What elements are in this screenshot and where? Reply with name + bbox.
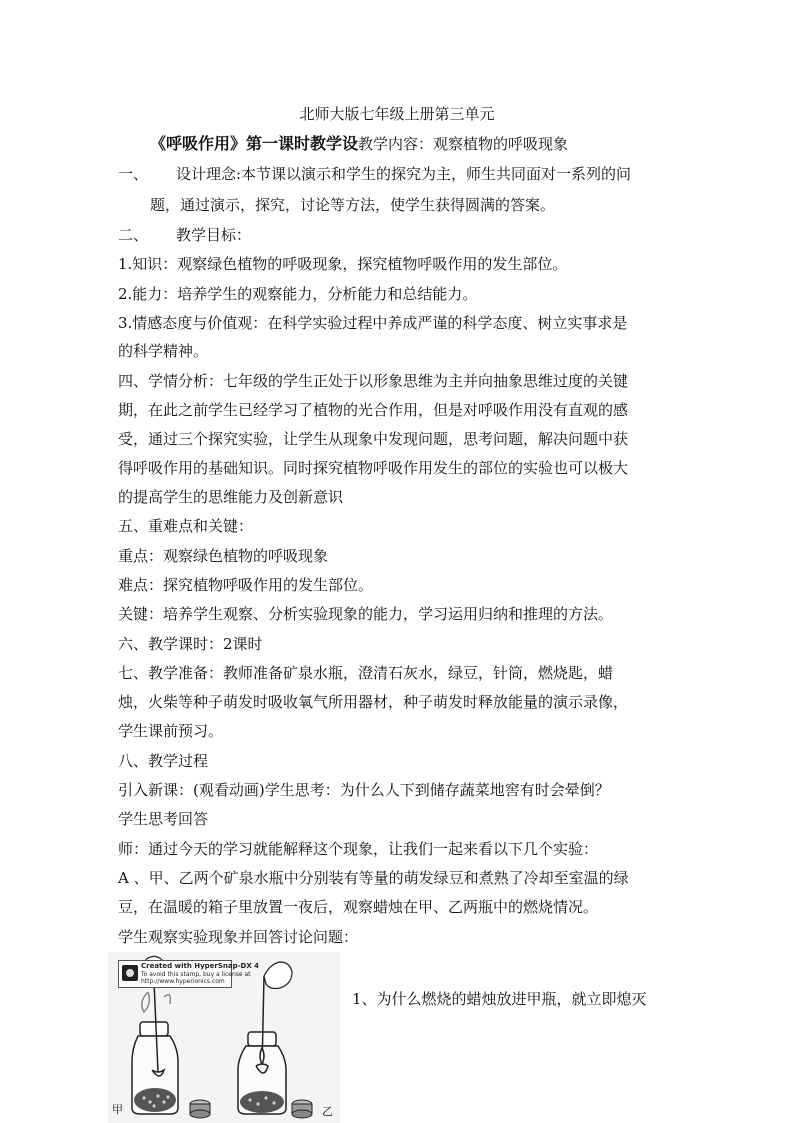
title-rest: 教学内容：观察植物的呼吸现象	[358, 135, 569, 153]
stamp-line-1: Created with HyperSnap-DX 4	[141, 962, 260, 970]
section-1-text: 设计理念:本节课以演示和学生的探究为主，师生共同面对一系列的问	[176, 165, 632, 183]
stamp-line-2: To avoid this stamp, buy a license at	[141, 971, 251, 978]
section-2-heading	[118, 225, 251, 245]
section-1-number: 一、	[118, 165, 149, 183]
section-7-line-2: 烛，火柴等种子萌发时吸收氧气所用器材，种子萌发时释放能量的演示录像，	[118, 693, 629, 711]
section-4-line-5: 的提高学生的思维能力及创新意识	[118, 488, 344, 506]
section-5-key-point: 重点：观察绿色植物的呼吸现象	[118, 547, 329, 565]
experiment-figure	[108, 952, 340, 1123]
stamp-line-3: http://www.hyperionics.com	[141, 978, 225, 985]
section-7-line-1: 七、教学准备：教师准备矿泉水瓶，澄清石灰水，绿豆，针筒，燃烧匙，蜡	[118, 664, 614, 682]
cork-right	[292, 1100, 312, 1118]
section-2-title: 教学目标：	[176, 226, 252, 244]
section-8-title: 八、教学过程	[118, 752, 209, 770]
teacher-text: 师：通过今天的学习就能解释这个现象，让我们一起来看以下几个实验：	[118, 840, 599, 858]
section-7-line-3: 学生课前预习。	[118, 722, 224, 740]
observe-text: 学生观察实验现象并回答讨论问题：	[118, 928, 359, 946]
question-1: 1、为什么燃烧的蜡烛放进甲瓶，就立即熄灭	[352, 990, 647, 1008]
section-5-difficult-point: 难点：探究植物呼吸作用的发生部位。	[118, 576, 374, 594]
document-subtitle: 北师大版七年级上册第三单元	[299, 105, 495, 123]
goal-attitude-line-1: 3.情感态度与价值观：在科学实验过程中养成严谨的科学态度、树立实事求是	[118, 314, 628, 332]
hypersnap-stamp	[118, 960, 260, 988]
goal-ability: 2.能力：培养学生的观察能力，分析能力和总结能力。	[118, 285, 478, 303]
section-4-line-3: 受，通过三个探究实验，让学生从现象中发现问题，思考问题，解决问题中获	[118, 430, 629, 448]
title-bold: 《呼吸作用》第一课时教学设	[150, 134, 359, 153]
section-5-crux: 关键：培养学生观察、分析实验现象的能力，学习运用归纳和推理的方法。	[118, 605, 614, 623]
experiment-a-line-2: 豆，在温暖的箱子里放置一夜后，观察蜡烛在甲、乙两瓶中的燃烧情况。	[118, 898, 599, 916]
intro-text: 引入新课：(观看动画)学生思考：为什么人下到储存蔬菜地窖有时会晕倒？	[118, 781, 610, 799]
section-4-line-2: 期，在此之前学生已经学习了植物的光合作用，但是对呼吸作用没有直观的感	[118, 401, 629, 419]
jar-left-label: 甲	[112, 1103, 123, 1116]
jar-right-label: 乙	[322, 1105, 333, 1118]
section-1-line-2: 题，通过演示，探究，讨论等方法，使学生获得圆满的答案。	[150, 196, 556, 214]
section-1-line-1	[118, 164, 631, 184]
students-answer: 学生思考回答	[118, 810, 209, 828]
goal-knowledge: 1.知识：观察绿色植物的呼吸现象，探究植物呼吸作用的发生部位。	[118, 255, 568, 273]
document-title	[150, 134, 568, 154]
camera-icon	[122, 965, 138, 981]
cork-left	[190, 1100, 210, 1118]
hand-right	[264, 962, 292, 989]
experiment-a-line-1: A 、甲、乙两个矿泉水瓶中分别装有等量的萌发绿豆和煮熟了冷却至室温的绿	[118, 869, 629, 887]
seeds-left	[134, 1088, 176, 1112]
section-4-line-1: 四、学情分析：七年级的学生正处于以形象思维为主并向抽象思维过度的关键	[118, 372, 629, 390]
section-5-title: 五、重难点和关键：	[118, 517, 254, 535]
section-4-line-4: 得呼吸作用的基础知识。同时探究植物呼吸作用发生的部位的实验也可以极大	[118, 459, 629, 477]
goal-attitude-line-2: 的科学精神。	[118, 342, 209, 360]
section-2-number: 二、	[118, 226, 149, 244]
seeds-right	[240, 1091, 284, 1113]
section-6: 六、教学课时：2课时	[118, 635, 263, 653]
